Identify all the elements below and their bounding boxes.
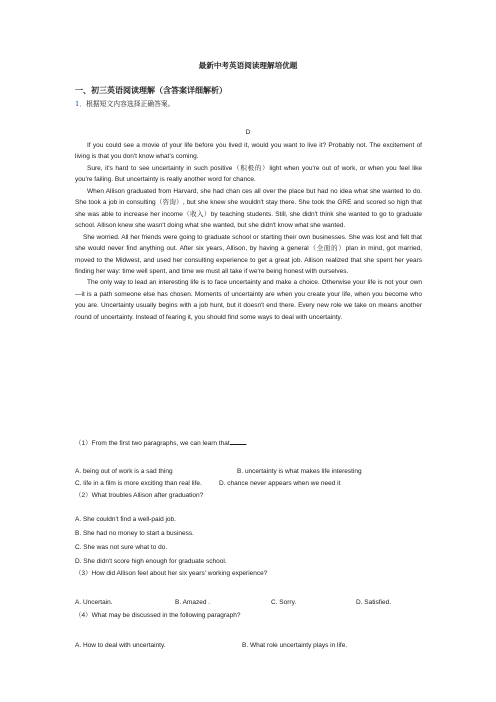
question-3-stem: （3）How did Allison feel about her six years' working experience? — [75, 570, 268, 577]
passage-label: D — [245, 129, 251, 136]
question-1-option-b: B. uncertainty is what makes life interesting — [237, 468, 362, 475]
question-4-stem: （4）What may be discussed in the following paragraph? — [75, 612, 241, 619]
question-3-option-b: B. Amazed . — [175, 599, 211, 606]
question-instruction — [75, 98, 174, 108]
question-3-option-c: C. Sorry. — [271, 599, 297, 606]
question-number: 1． — [75, 100, 87, 108]
reading-passage — [75, 140, 422, 323]
question-2-option-c: C. She was not sure what to do. — [75, 544, 168, 551]
section-heading: 一、初三英语阅读理解（含答案详细解析） — [75, 85, 227, 95]
answer-blank — [230, 437, 246, 445]
question-2-stem: （2）What troubles Allison after graduation? — [75, 492, 204, 499]
passage-paragraph: She worried. All her friends were going to graduate school or starting their own businesses. She was lost and felt that she would never find anything out. After six years, Allison, by having a general（全面的）plan in mind, got married, moved to the Midwest, and used her consulting experience to get a great job. Allison realized that she spent her years finding her way: time well spent, and time we must all take if we're being honest with ourselves. — [75, 233, 422, 275]
question-1-option-a: A. being out of work is a sad thing — [75, 468, 173, 475]
question-4-option-a: A. How to deal with uncertainty. — [75, 642, 166, 649]
question-4-option-b: B. What role uncertainty plays in life. — [242, 642, 348, 649]
question-1-option-d: D. chance never appears when we need it — [219, 480, 341, 487]
document-title: 最新中考英语阅读理解培优题 — [198, 61, 298, 70]
question-2-option-a: A. She couldn't find a well-paid job. — [75, 516, 176, 523]
question-1-option-c: C. life in a film is more exciting than real life. — [75, 480, 202, 487]
question-2-option-b: B. She had no money to start a business. — [75, 530, 194, 537]
question-1-stem: （1）From the first two paragraphs, we can learn that . — [75, 437, 247, 449]
passage-paragraph: When Allison graduated from Harvard, she had chan ces all over the place but had no idea what she wanted to do. She took a job in consulting（咨询）, but she knew she wouldn't stay there. She took the GRE and scored so high that she was able to increase her income（收入）by teaching students. Still, she didn't think she wanted to go to graduate school. Allison knew she wasn't doing what she wanted, but she didn't know what she wanted. — [75, 187, 422, 230]
passage-paragraph: The only way to lead an interesting life is to face uncertainty and make a choice. Otherwise your life is not your own—it is a path someone else has chosen. Moments of uncertainty are when you create your life, when you become who you are. Uncertainty usually begins with a job hunt, but it doesn't end there. Every new role we take on means another round of uncertainty. Instead of fearing it, you should find some ways to deal with uncertainty. — [75, 279, 422, 321]
question-3-option-a: A. Uncertain. — [75, 599, 113, 606]
passage-paragraph: Sure, it's hard to see uncertainty in such positive（积极的）light when you're out of work, or when you feel like you're failing. But uncertainty is really another word for chance. — [75, 164, 422, 184]
passage-paragraph: If you could see a movie of your life before you lived it, would you want to live it? Probably not. The excitement of living is that you don't know what's coming. — [75, 142, 422, 161]
question-3-option-d: D. Satisfied. — [356, 599, 392, 606]
question-2-option-d: D. She didn't score high enough for graduate school. — [75, 558, 227, 565]
instruction-text: 根据短文内容选择正确答案。 — [86, 100, 175, 108]
